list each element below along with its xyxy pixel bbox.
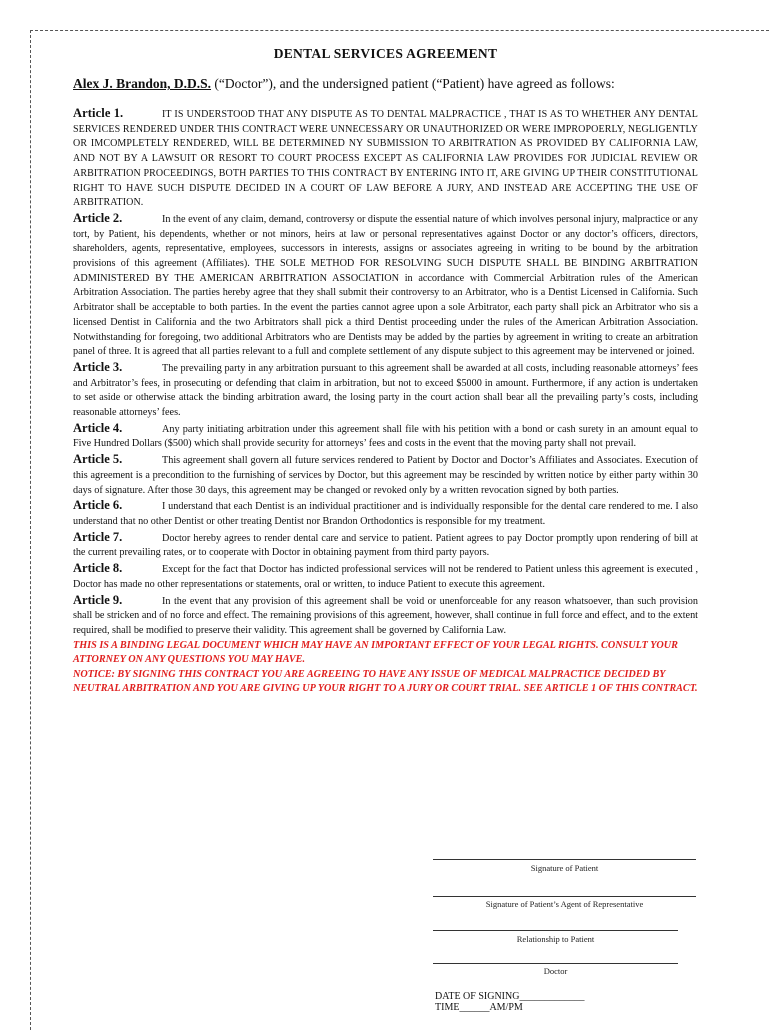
patient-signature-line[interactable]	[433, 859, 696, 860]
article-7	[73, 530, 698, 561]
article-8	[73, 561, 698, 592]
article-label: Article 8.	[73, 561, 123, 576]
arbitration-notice: NOTICE: BY SIGNING THIS CONTRACT YOU ARE AGREEING TO HAVE ANY ISSUE OF MEDICAL MALPRACTICE DECIDED BY NEUTRAL ARBITRATION AND YOU ARE GIVING UP YOUR RIGHT TO A JURY OR COURT TRIAL. SEE ARTICLE 1 OF THIS CONTRACT.	[73, 668, 698, 695]
article-text: This agreement shall govern all future services rendered to Patient by Doctor and Doctor’s Affiliates and Associates. Execution of this agreement is a precondition to the furnishing of services by Doctor, but this agreement may be rescinded by written notice by either party within 30 days of signature. After those 30 days, this agreement may be changed or revoked only by a written revocation signed by both parties.	[73, 455, 698, 496]
doctor-signature-line[interactable]	[433, 963, 678, 964]
article-6	[73, 498, 698, 529]
article-label: Article 4.	[73, 420, 123, 435]
article-text: In the event of any claim, demand, controversy or dispute the essential nature of which involves personal injury, malpractice or any tort, by Patient, his dependents, whether or not minors, heirs at law or personal representatives against Doctor or any doctor’s officers, directors, shareholders, agents, representative, employees, successors in interests, assigns or associates agreeing in writing to be bound by the arbitration provisions of this agreement (Affiliates). THE SOLE METHOD FOR RESOLVING SUCH DISPUTE SHALL BE BINDING ARBITRATION ADMINISTERED BY THE AMERICAN ARBITRATION ASSOCIATION in accordance with Commercial Arbitration rules of the American Arbitration Association. The parties hereby agree that they shall submit their controversy to an Arbitrator, who is a Dentist Licensed in California. Such Arbitrator shall be acceptable to both parties. In the event the parties cannot agree upon a sole Arbitrator, each party shall pick an Arbitrator who sis a licensed Dentist in California and the two Arbitrators shall pick a third Dentist proceeding under the rules of the American Arbitration Association. Notwithstanding for foregoing, two additional Arbitrators who are Dentists may be added by the parties by agreement in writing to create an arbitration panel of three. It is agreed that all parties relevant to a full and complete settlement of any dispute subject to this agreement may be intervened or joined.	[73, 213, 698, 358]
article-label: Article 3.	[73, 359, 123, 374]
agreement-body	[73, 40, 698, 697]
doctor-signature-label: Doctor	[543, 966, 568, 976]
article-3	[73, 360, 698, 421]
article-label: Article 7.	[73, 529, 123, 544]
date-time-line[interactable]: DATE OF SIGNING_____________ TIME______AM/PM	[435, 991, 585, 1013]
article-label: Article 5.	[73, 452, 123, 467]
intro-paragraph	[73, 76, 698, 92]
article-text: Doctor hereby agrees to render dental care and service to patient. Patient agrees to pay Doctor promptly upon rendering of bill at the current prevailing rates, or to cooperate with Doctor in obtaining payment from third party payors.	[73, 532, 698, 559]
article-text: In the event that any provision of this agreement shall be void or unenforceable for any reason whatsoever, than such provision shall be stricken and of no force and effect. The remaining provisions of this agreement, however, shall continue in full force and effect, and to the extent required, shall be modified to preserve their validity. This agreement shall be governed by California Law.	[73, 595, 698, 636]
relationship-line[interactable]	[433, 930, 678, 931]
doctor-name: Alex J. Brandon, D.D.S.	[73, 76, 212, 91]
article-text: Except for the fact that Doctor has indicted professional services will not be rendered to Patient unless this agreement is executed , Doctor has made no other representations or statements, oral or written, to induce Patient to execute this agreement.	[73, 564, 698, 590]
article-2	[73, 211, 698, 360]
article-label: Article 9.	[73, 592, 123, 607]
article-9	[73, 593, 698, 639]
article-text: The prevailing party in any arbitration pursuant to this agreement shall be awarded at all costs, including reasonable attorneys’ fees and Arbitrator’s fees, in prosecuting or defending that claim in arbitration, but not to exceed $5000 in amount. Furthermore, if any action is undertaken to set aside or otherwise attack the binding arbitration award, the losing party in the court action shall bear all the prevailing party’s costs, including reasonable attorneys’ fees.	[73, 362, 698, 419]
article-text: Any party initiating arbitration under this agreement shall file with his petition with a bond or cash surety in an amount equal to Five Hundred Dollars ($500) which shall provide security for attorneys’ fees and costs in the event that the moving party shall not prevail.	[73, 423, 698, 450]
article-text: I understand that each Dentist is an individual practitioner and is individually responsible for the dental care rendered to me. I also understand that no other Dentist or other treating Dentist nor Brandon Orthodontics is responsible for my treatment.	[73, 501, 698, 527]
article-label: Article 1.	[73, 106, 124, 120]
relationship-label: Relationship to Patient	[516, 934, 595, 944]
article-1	[73, 106, 698, 211]
agent-signature-label: Signature of Patient’s Agent of Representative	[485, 899, 644, 909]
article-text: IT IS UNDERSTOOD THAT ANY DISPUTE AS TO DENTAL MALPRACTICE , THAT IS AS TO WHETHER ANY DENTAL SERVICES RENDERED UNDER THIS CONTRACT WERE UNNECESSARY OR UNAUTHORIZED OR WERE IMPROPOERLY, NEGLIGENTLY OR IMCOMPLETELY RENDERED, WILL BE DETERMINED NY SUBMISSION TO ARBITRATION AS PROVIDED BY CALIFORNIA LAW, AND NOT BY A LAWSUIT OR RESORT TO COURT PROCESS EXCEPT AS CALIFORNIA LAW PROVIDES FOR JUDICIAL REVIEW OR ARBITRATION PROCEEDINGS, BOTH PARTIES TO THIS CONTRACT BY ENTERING INTO IT, ARE GIVING UP THEIR CONSTITUTIONAL RIGHT TO HAVE SUCH DISPUTE DECIDED IN A COURT OF LAW BEFORE A JURY, AND INSTEAD ARE ACCEPTING THE USE OF ARBITRATION.	[73, 109, 698, 209]
article-5	[73, 452, 698, 498]
agent-signature-line[interactable]	[433, 896, 696, 897]
article-label: Article 6.	[73, 498, 123, 513]
document-title: DENTAL SERVICES AGREEMENT	[273, 46, 498, 61]
patient-signature-label: Signature of Patient	[530, 863, 599, 873]
intro-text: (“Doctor”), and the undersigned patient (“Patient) have agreed as follows:	[211, 76, 615, 91]
article-4	[73, 421, 698, 452]
article-label: Article 2.	[73, 210, 123, 225]
legal-warning: THIS IS A BINDING LEGAL DOCUMENT WHICH MAY HAVE AN IMPORTANT EFFECT OF YOUR LEGAL RIGHTS. CONSULT YOUR ATTORNEY ON ANY QUESTIONS YOU MAY HAVE.	[73, 639, 678, 666]
